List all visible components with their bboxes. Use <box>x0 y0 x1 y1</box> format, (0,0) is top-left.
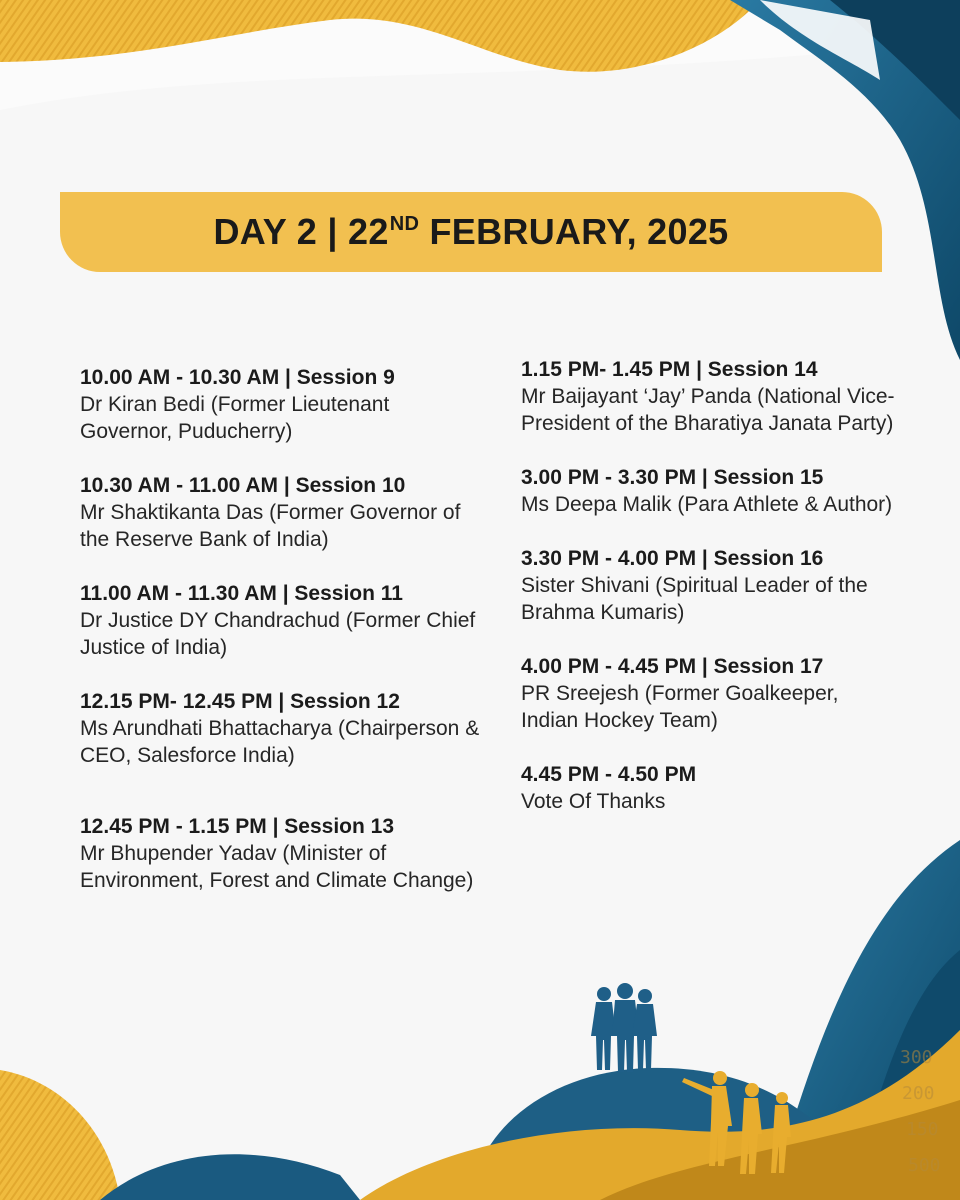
session-time: 3.30 PM - 4.00 PM | Session 16 <box>521 547 824 570</box>
session-time: 4.00 PM - 4.45 PM | Session 17 <box>521 655 824 678</box>
session-time: 11.00 AM - 11.30 AM | Session 11 <box>80 582 403 605</box>
day-banner <box>60 192 882 272</box>
session-speaker: PR Sreejesh (Former Goalkeeper, Indian Hockey Team) <box>521 682 839 732</box>
session-time: 12.15 PM- 12.45 PM | Session 12 <box>80 690 400 713</box>
session-speaker: Dr Justice DY Chandrachud (Former Chief Justice of India) <box>80 609 476 659</box>
session-time: 10.30 AM - 11.00 AM | Session 10 <box>80 474 406 497</box>
session-item <box>80 580 480 661</box>
session-speaker: Sister Shivani (Spiritual Leader of the Brahma Kumaris) <box>521 574 868 624</box>
session-speaker: Vote Of Thanks <box>521 790 666 813</box>
illustration-number: 300 <box>900 1047 933 1068</box>
illustration-numbers <box>880 1040 950 1190</box>
session-time: 4.45 PM - 4.50 PM <box>521 763 697 786</box>
session-time: 1.15 PM- 1.45 PM | Session 14 <box>521 358 818 381</box>
session-item <box>521 356 901 437</box>
day-title-main: DAY 2 | 22 <box>213 211 389 252</box>
day-title <box>214 211 729 253</box>
session-item <box>80 688 480 769</box>
session-item <box>80 472 480 553</box>
session-item <box>521 545 901 626</box>
illustration-number: 150 <box>906 1119 939 1140</box>
session-speaker: Mr Shaktikanta Das (Former Governor of the Reserve Bank of India) <box>80 501 461 551</box>
people-silhouette-group <box>591 983 657 1072</box>
bottom-gold-wave <box>0 1070 120 1200</box>
session-item <box>521 464 901 518</box>
illustration-number: 200 <box>902 1083 935 1104</box>
session-item <box>80 364 480 445</box>
session-time: 3.00 PM - 3.30 PM | Session 15 <box>521 466 824 489</box>
session-speaker: Ms Arundhati Bhattacharya (Chairperson & CEO, Salesforce India) <box>80 717 480 767</box>
day-title-ordinal: ND <box>389 213 420 235</box>
session-item <box>80 813 480 894</box>
session-item <box>521 761 901 815</box>
illustration-number: 500 <box>908 1155 941 1176</box>
session-time: 12.45 PM - 1.15 PM | Session 13 <box>80 815 395 838</box>
schedule-left-column <box>80 364 480 921</box>
schedule-right-column <box>521 356 901 842</box>
session-speaker: Mr Baijayant ‘Jay’ Panda (National Vice-President of the Bharatiya Janata Party) <box>521 385 895 435</box>
day-title-rest: FEBRUARY, 2025 <box>419 211 729 252</box>
session-speaker: Dr Kiran Bedi (Former Lieutenant Governor, Puducherry) <box>80 393 390 443</box>
session-speaker: Ms Deepa Malik (Para Athlete & Author) <box>521 493 893 516</box>
session-item <box>521 653 901 734</box>
session-speaker: Mr Bhupender Yadav (Minister of Environment, Forest and Climate Change) <box>80 842 474 892</box>
session-time: 10.00 AM - 10.30 AM | Session 9 <box>80 366 395 389</box>
